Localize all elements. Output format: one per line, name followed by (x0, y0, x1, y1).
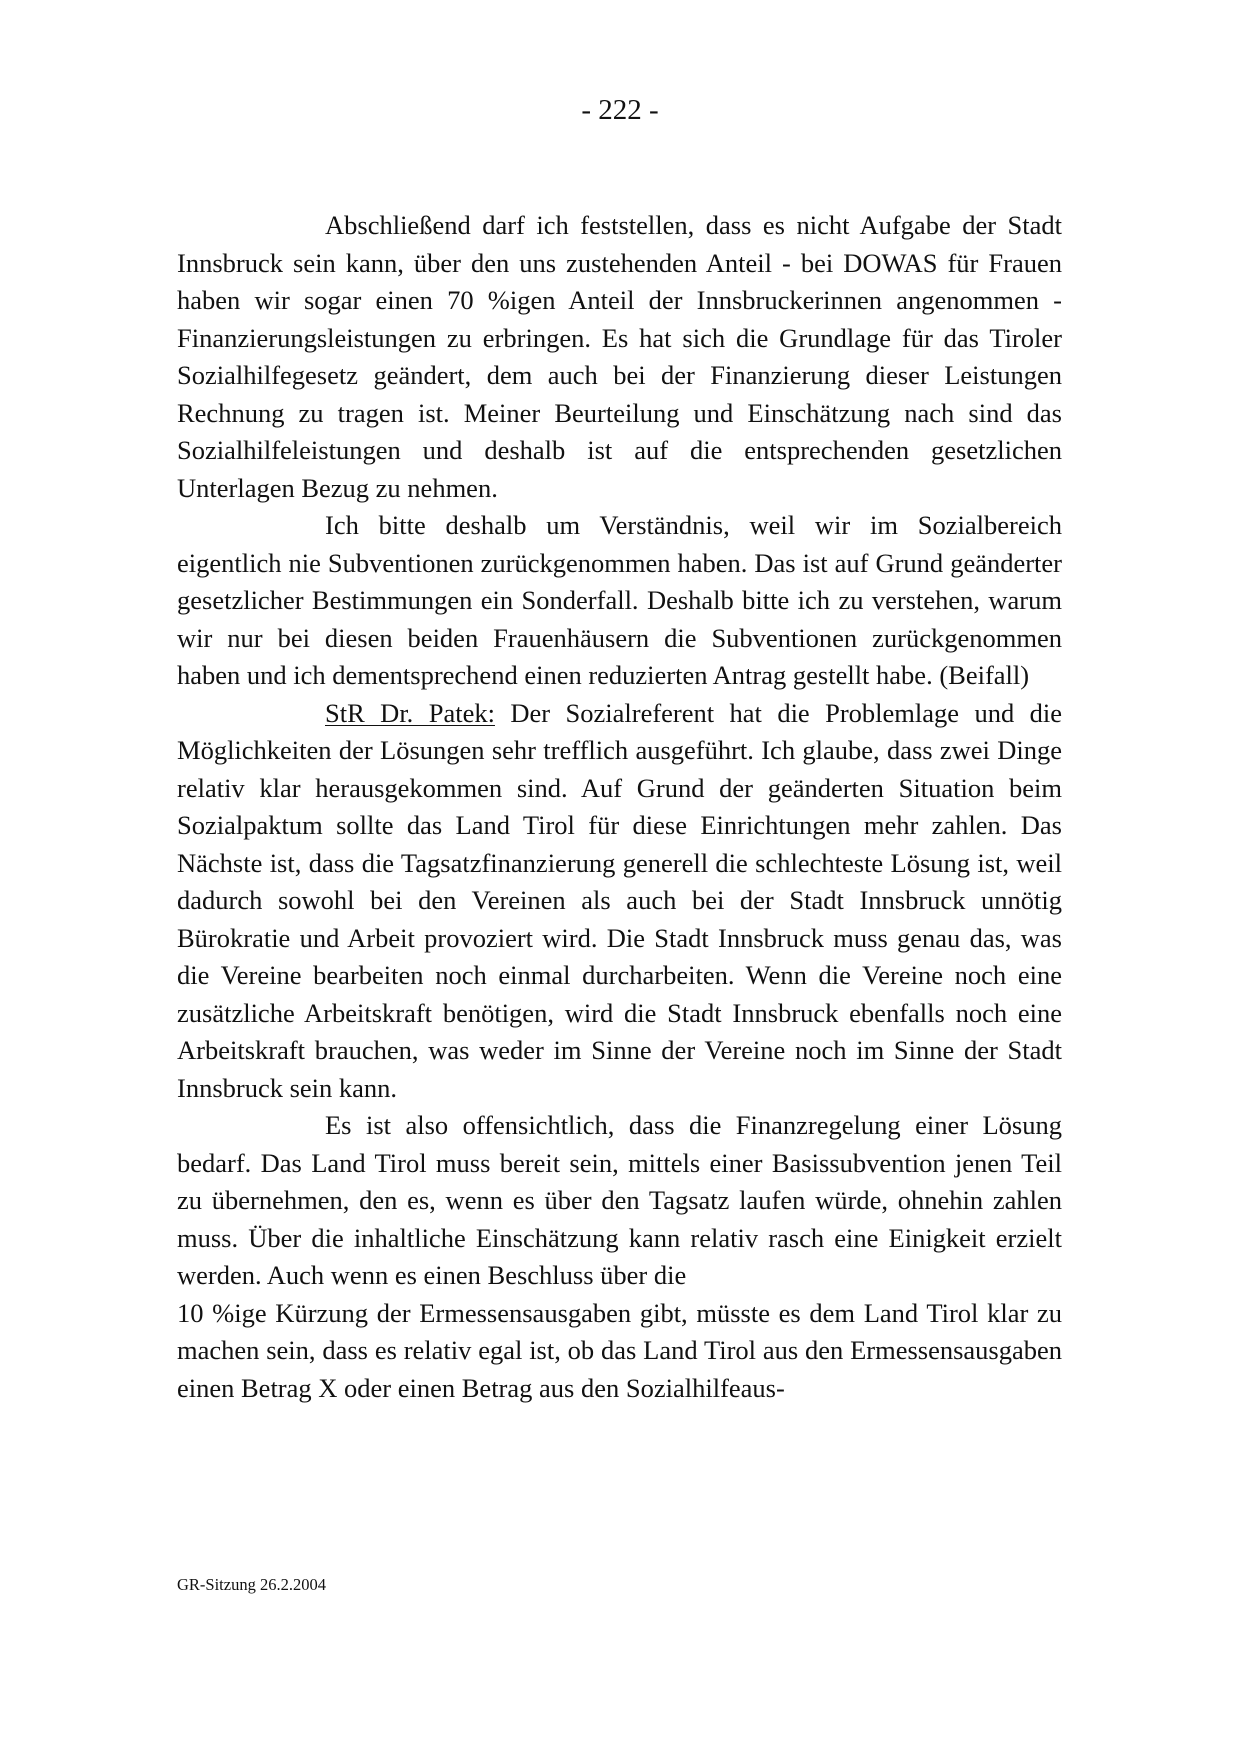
paragraph-text-continuation: 10 %ige Kürzung der Ermessensausgaben gibt, müsste es dem Land Tirol klar zu machen sein, dass es relativ egal ist, ob das Land Tirol aus den Ermessensausgaben einen Betrag X oder einen Betrag aus den Sozialhilfeaus- (177, 1297, 1062, 1403)
paragraph-financing-solution (177, 1107, 1062, 1407)
speaker-name: StR Dr. Patek: (325, 697, 495, 728)
paragraph-text: Es ist also offensichtlich, dass die Finanzregelung einer Lösung bedarf. Das Land Tirol muss bereit sein, mittels einer Basissubvention jenen Teil zu übernehmen, den es, wenn es über den Tagsatz laufen würde, ohnehin zahlen muss. Über die inhaltliche Einschätzung kann relativ rasch eine Einigkeit erzielt werden. Auch wenn es einen Beschluss über die (177, 1110, 1062, 1290)
page-number: - 222 - (581, 94, 659, 126)
paragraph-text: Abschließend darf ich feststellen, dass es nicht Aufgabe der Stadt Innsbruck sein kann, über den uns zustehenden Anteil - bei DOWAS für Frauen haben wir sogar einen 70 %igen Anteil der Innsbruckerinnen angenommen - Finanzierungsleistungen zu erbringen. Es hat sich die Grundlage für das Tiroler Sozialhilfegesetz geändert, dem auch bei der Finanzierung dieser Leistungen Rechnung zu tragen ist. Meiner Beurteilung und Einschätzung nach sind das Sozialhilfeleistungen und deshalb ist auf die entsprechenden gesetzlichen Unterlagen Bezug zu nehmen. (177, 210, 1062, 503)
document-body (177, 207, 1062, 1407)
paragraph-patek-statement (177, 695, 1062, 1108)
paragraph-request-understanding (177, 507, 1062, 695)
footer-session-date: GR-Sitzung 26.2.2004 (177, 1575, 326, 1594)
paragraph-conclusion (177, 207, 1062, 507)
paragraph-text: Der Sozialreferent hat die Problemlage und die Möglichkeiten der Lösungen sehr trefflich ausgeführt. Ich glaube, dass zwei Dinge relativ klar herausgekommen sind. Auf Grund der geänderten Situation beim Sozialpaktum sollte das Land Tirol für diese Einrichtungen mehr zahlen. Das Nächste ist, dass die Tagsatzfinanzierung generell die schlechteste Lösung ist, weil dadurch sowohl bei den Vereinen als auch bei der Stadt Innsbruck unnötig Bürokratie und Arbeit provoziert wird. Die Stadt Innsbruck muss genau das, was die Vereine bearbeiten noch einmal durcharbeiten. Wenn die Vereine noch eine zusätzliche Arbeitskraft benötigen, wird die Stadt Innsbruck ebenfalls noch eine Arbeitskraft brauchen, was weder im Sinne der Vereine noch im Sinne der Stadt Innsbruck sein kann. (177, 697, 1062, 1103)
paragraph-text: Ich bitte deshalb um Verständnis, weil wir im Sozialbereich eigentlich nie Subventionen zurückgenommen haben. Das ist auf Grund geänderter gesetzlicher Bestimmungen ein Sonderfall. Deshalb bitte ich zu verstehen, warum wir nur bei diesen beiden Frauenhäusern die Subventionen zurückgenommen haben und ich dementsprechend einen reduzierten Antrag gestellt habe. (Beifall) (177, 510, 1062, 690)
